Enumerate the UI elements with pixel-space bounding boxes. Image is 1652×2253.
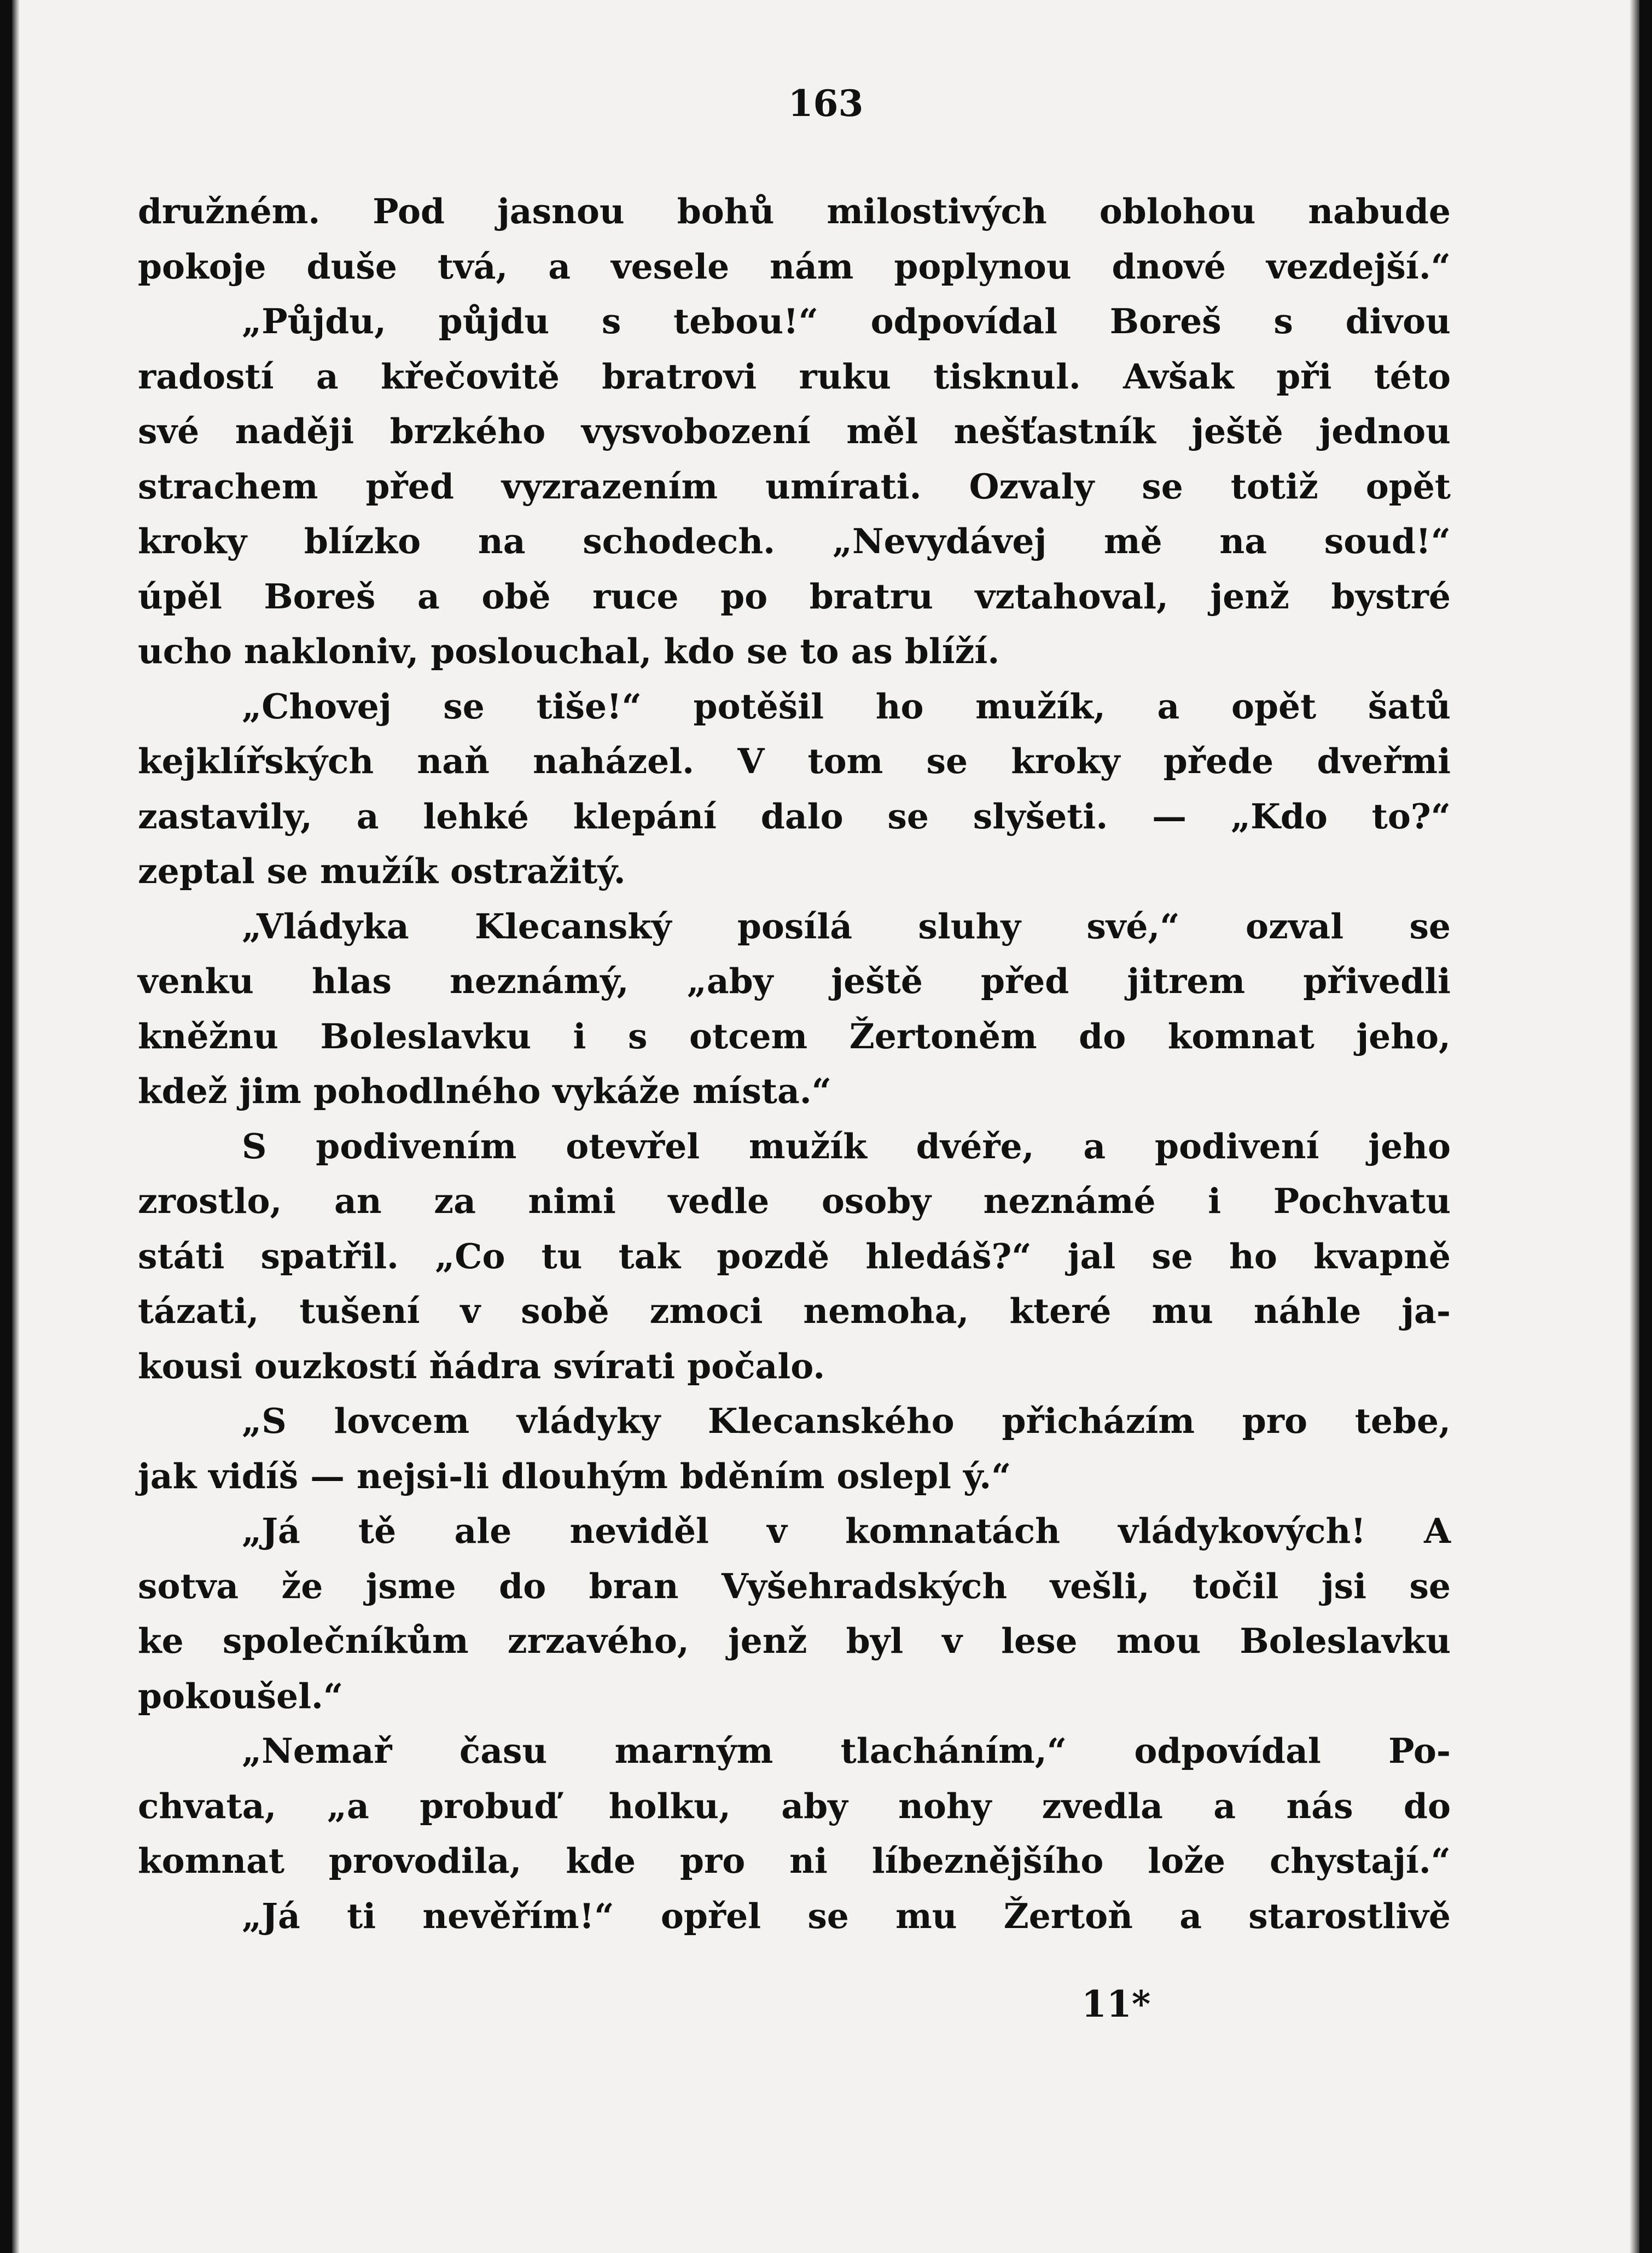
- page-edge-right: [1630, 0, 1639, 2253]
- text-line: pokoušel.“: [138, 1675, 344, 1716]
- text-line: „Vládyka Klecanský posílá sluhy své,“ ozval se: [242, 905, 1451, 947]
- text-line: „Nemař času marným tlacháním,“ odpovídal Po-: [242, 1731, 1451, 1771]
- text-line: kdež jim pohodlného vykáže místa.“: [138, 1071, 831, 1111]
- text-line: „Já tě ale neviděl v komnatách vládykových! A: [242, 1511, 1451, 1551]
- text-line: zrostlo, an za nimi vedle osoby neznámé i Pochvatu: [138, 1181, 1451, 1221]
- signature-mark: 11*: [1081, 1983, 1151, 2025]
- text-line: své naději brzkého vysvobození měl nešťastník ještě jednou: [138, 411, 1451, 451]
- text-line: sotva že jsme do bran Vyšehradských vešli, točil jsi se: [138, 1565, 1451, 1606]
- text-line: „S lovcem vládyky Klecanského přicházím pro tebe,: [242, 1401, 1451, 1441]
- body-text: [138, 184, 1451, 1943]
- page-edge-left: [12, 0, 20, 2253]
- page-number: 163: [788, 82, 864, 125]
- text-line: družném. Pod jasnou bohů milostivých oblohou nabude: [138, 191, 1451, 231]
- text-line: S podivením otevřel mužík dvéře, a podivení jeho: [242, 1125, 1451, 1166]
- text-line: jak vidíš — nejsi-li dlouhým bděním oslepl ý.“: [138, 1455, 1011, 1496]
- text-line: úpěl Boreš a obě ruce po bratru vztahoval, jenž bystré: [138, 576, 1451, 617]
- book-page: [12, 0, 1639, 2253]
- text-line: kroky blízko na schodech. „Nevydávej mě na soud!“: [138, 521, 1451, 561]
- text-line: pokoje duše tvá, a vesele nám poplynou dnové vezdejší.“: [138, 246, 1451, 287]
- text-line: strachem před vyzrazením umírati. Ozvaly se totiž opět: [138, 466, 1451, 507]
- text-line: zastavily, a lehké klepání dalo se slyšeti. — „Kdo to?“: [138, 795, 1451, 837]
- text-line: kousi ouzkostí ňádra svírati počalo.: [138, 1345, 825, 1386]
- text-line: venku hlas neznámý, „aby ještě před jitrem přivedli: [138, 961, 1451, 1001]
- text-line: chvata, „a probuď holku, aby nohy zvedla a nás do: [138, 1785, 1451, 1826]
- text-line: „Já ti nevěřím!“ opřel se mu Žertoň a starostlivě: [242, 1895, 1451, 1936]
- text-line: kněžnu Boleslavku i s otcem Žertoněm do komnat jeho,: [138, 1015, 1451, 1056]
- text-line: státi spatřil. „Co tu tak pozdě hledáš?“ jal se ho kvapně: [138, 1235, 1451, 1276]
- text-line: ucho nakloniv, poslouchal, kdo se to as blíží.: [138, 631, 1000, 671]
- text-line: ke společníkům zrzavého, jenž byl v lese mou Boleslavku: [138, 1621, 1451, 1661]
- text-line: tázati, tušení v sobě zmoci nemoha, které mu náhle ja-: [138, 1291, 1451, 1331]
- text-line: zeptal se mužík ostražitý.: [138, 851, 626, 891]
- text-line: radostí a křečovitě bratrovi ruku tisknul. Avšak při této: [138, 356, 1451, 397]
- text-line: „Půjdu, půjdu s tebou!“ odpovídal Boreš s divou: [242, 301, 1451, 341]
- text-line: kejklířských naň naházel. V tom se kroky přede dveřmi: [138, 741, 1451, 781]
- text-line: komnat provodila, kde pro ni líbeznějšího lože chystají.“: [138, 1840, 1451, 1881]
- text-line: „Chovej se tiše!“ potěšil ho mužík, a opět šatů: [242, 686, 1451, 727]
